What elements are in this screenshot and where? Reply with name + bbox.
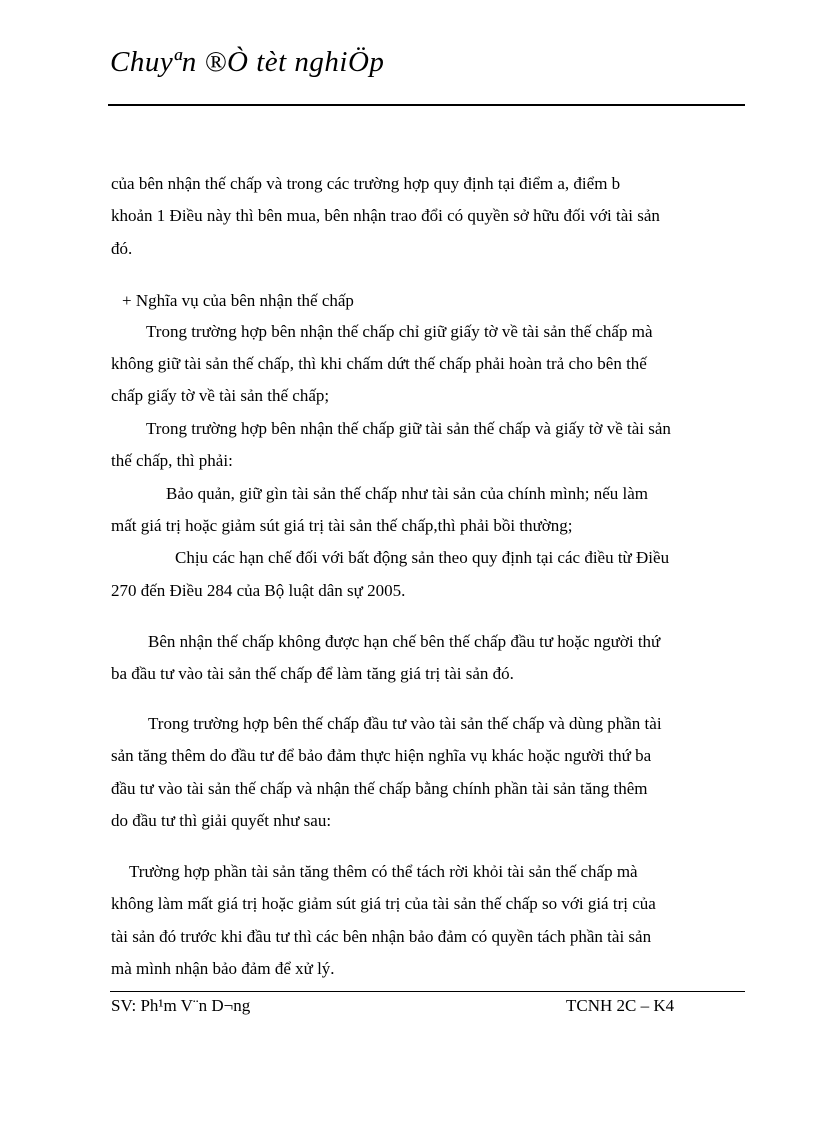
footer-class-code: TCNH 2C – K4 — [566, 996, 675, 1015]
body-line-4-subheading: + Nghĩa vụ của bên nhận thế chấp — [122, 291, 354, 310]
body-line-19: do đầu tư thì giải quyết như sau: — [111, 811, 332, 830]
body-line-12: Chịu các hạn chế đối với bất động sản theo quy định tại các điều từ Điều — [175, 548, 670, 567]
body-line-10: Bảo quản, giữ gìn tài sản thế chấp như tài sản của chính mình; nếu làm — [166, 484, 649, 503]
footer-rule — [110, 991, 745, 992]
body-line-18: đầu tư vào tài sản thế chấp và nhận thế chấp bằng chính phần tài sản tăng thêm — [111, 779, 648, 798]
body-line-14: Bên nhận thế chấp không được hạn chế bên thế chấp đầu tư hoặc người thứ — [148, 632, 661, 651]
body-line-23: mà mình nhận bảo đảm để xử lý. — [111, 959, 335, 978]
body-line-2: khoản 1 Điều này thì bên mua, bên nhận trao đổi có quyền sở hữu đối với tài sản — [111, 206, 660, 225]
body-line-3: đó. — [111, 239, 133, 258]
body-line-11: mất giá trị hoặc giảm sút giá trị tài sản thế chấp,thì phải bồi thường; — [111, 516, 573, 535]
footer-student-name: SV: Ph¹m V¨n D¬ng — [111, 996, 251, 1015]
body-line-17: sản tăng thêm do đầu tư để bảo đảm thực hiện nghĩa vụ khác hoặc người thứ ba — [111, 746, 652, 765]
body-line-6: không giữ tài sản thế chấp, thì khi chấm dứt thế chấp phải hoàn trả cho bên thế — [111, 354, 647, 373]
body-line-7: chấp giấy tờ về tài sản thế chấp; — [111, 386, 330, 405]
body-line-15: ba đầu tư vào tài sản thế chấp để làm tăng giá trị tài sản đó. — [111, 664, 514, 683]
body-line-8: Trong trường hợp bên nhận thế chấp giữ tài sản thế chấp và giấy tờ về tài sản — [146, 419, 671, 438]
body-line-13: 270 đến Điều 284 của Bộ luật dân sự 2005. — [111, 581, 406, 600]
document-header-title: Chuyªn ®Ò tèt nghiÖp — [110, 46, 385, 78]
body-line-9: thế chấp, thì phải: — [111, 451, 233, 470]
body-line-16: Trong trường hợp bên thế chấp đầu tư vào tài sản thế chấp và dùng phần tài — [148, 714, 662, 733]
body-line-21: không làm mất giá trị hoặc giảm sút giá trị của tài sản thế chấp so với giá trị của — [111, 894, 656, 913]
header-rule — [108, 104, 745, 106]
body-line-22: tài sản đó trước khi đầu tư thì các bên nhận bảo đảm có quyền tách phần tài sản — [111, 927, 652, 946]
body-line-5: Trong trường hợp bên nhận thế chấp chỉ giữ giấy tờ về tài sản thế chấp mà — [146, 322, 653, 341]
body-line-1: của bên nhận thế chấp và trong các trường hợp quy định tại điểm a, điểm b — [111, 174, 621, 193]
body-line-20: Trường hợp phần tài sản tăng thêm có thể tách rời khỏi tài sản thế chấp mà — [129, 862, 638, 881]
